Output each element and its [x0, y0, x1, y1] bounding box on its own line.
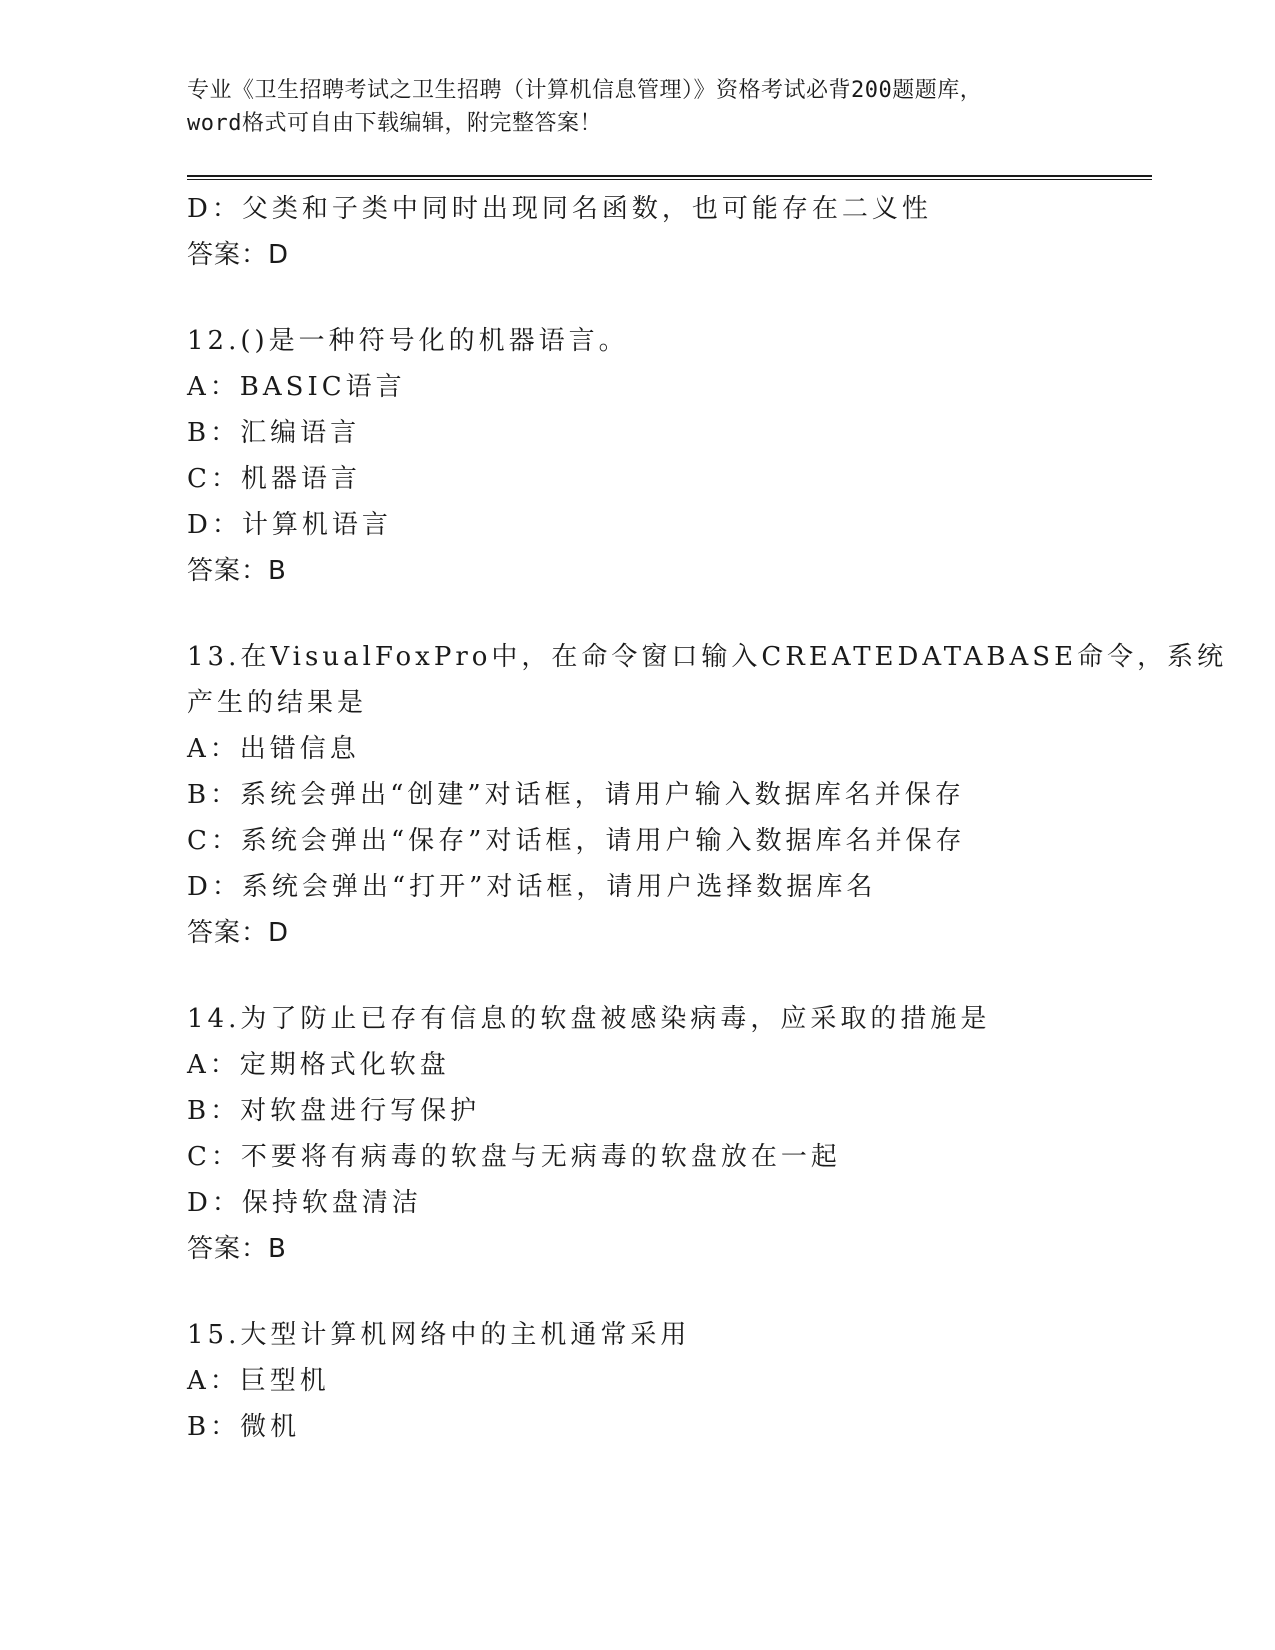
option-a: A：巨型机 — [187, 1366, 330, 1396]
option-d: D：系统会弹出“打开”对话框，请用户选择数据库名 — [187, 872, 877, 902]
option-c: C：不要将有病毒的软盘与无病毒的软盘放在一起 — [187, 1142, 841, 1172]
question-title: 14.为了防止已存有信息的软盘被感染病毒，应采取的措施是 — [187, 1004, 991, 1034]
option-d: D：计算机语言 — [187, 510, 392, 540]
answer-line: 答案：B — [187, 556, 287, 586]
header-line-2: word格式可自由下载编辑，附完整答案！ — [187, 111, 602, 136]
question-13 — [187, 634, 1228, 956]
question-14 — [187, 996, 1152, 1272]
header-divider — [187, 175, 1152, 180]
document-header — [187, 74, 1152, 140]
option-c: C：系统会弹出“保存”对话框，请用户输入数据库名并保存 — [187, 826, 966, 856]
option-d: D：父类和子类中同时出现同名函数，也可能存在二义性 — [187, 194, 932, 224]
option-b: B：对软盘进行写保护 — [187, 1096, 481, 1126]
option-a: A：出错信息 — [187, 734, 360, 764]
question-title: 13.在VisualFoxPro中，在命令窗口输入CREATEDATABASE命令，系统 — [187, 642, 1228, 672]
carryover-block — [187, 186, 1152, 278]
question-12 — [187, 318, 1152, 594]
answer-line: 答案：D — [187, 240, 290, 270]
option-a: A：定期格式化软盘 — [187, 1050, 450, 1080]
option-b: B：微机 — [187, 1412, 301, 1442]
option-b: B：汇编语言 — [187, 418, 361, 448]
question-title-cont: 产生的结果是 — [187, 688, 368, 718]
header-line-1: 专业《卫生招聘考试之卫生招聘（计算机信息管理）》资格考试必背200题题库， — [187, 78, 983, 103]
answer-line: 答案：B — [187, 1234, 287, 1264]
question-title: 15.大型计算机网络中的主机通常采用 — [187, 1320, 691, 1350]
question-15 — [187, 1312, 1152, 1450]
option-a: A：BASIC语言 — [187, 372, 406, 402]
document-page — [187, 0, 1228, 1450]
option-d: D：保持软盘清洁 — [187, 1188, 422, 1218]
option-c: C：机器语言 — [187, 464, 361, 494]
option-b: B：系统会弹出“创建”对话框，请用户输入数据库名并保存 — [187, 780, 965, 810]
question-title: 12.()是一种符号化的机器语言。 — [187, 326, 629, 356]
answer-line: 答案：D — [187, 918, 290, 948]
